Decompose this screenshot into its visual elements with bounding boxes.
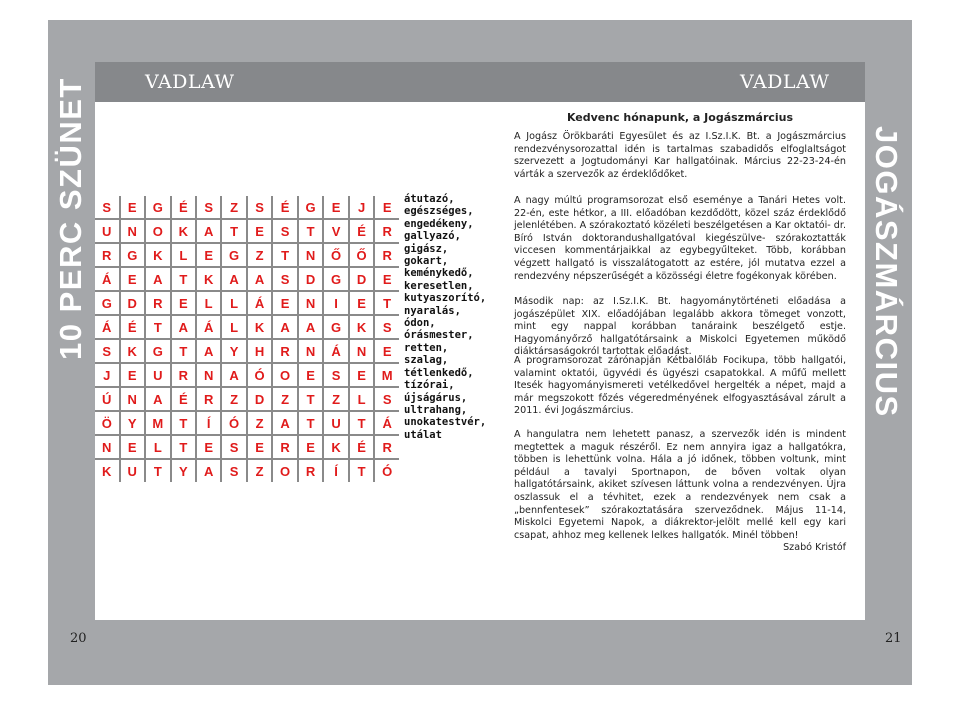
grid-cell: N	[298, 243, 324, 267]
right-page-number: 21	[885, 631, 902, 646]
grid-cell: A	[171, 315, 196, 339]
grid-cell: E	[196, 243, 221, 267]
grid-cell: S	[272, 219, 298, 243]
grid-cell: E	[120, 267, 146, 291]
grid-cell: Í	[196, 411, 221, 435]
word-list-item: ódon,	[404, 317, 436, 330]
grid-cell: R	[171, 363, 196, 387]
grid-cell: É	[171, 196, 196, 219]
grid-cell: Y	[221, 339, 247, 363]
article-paragraph: A programsorozat zárónapján Kétbalőláb Focikupa, több hallgatói, valamint oktatói, ügyvédi és ügyészi csapatokkal. A műfű mellett Itesék hagyományismereti vetélkedővel hergelték a népet, majd a már megszokott főzés végeredményének elfogyasztásával zárult a 2011. évi Jogászmárcius.	[514, 355, 846, 417]
grid-cell: A	[221, 267, 247, 291]
grid-cell: E	[196, 435, 221, 459]
grid-cell: Z	[247, 459, 273, 482]
grid-cell: Á	[95, 267, 120, 291]
article-author: Szabó Kristóf	[783, 542, 846, 553]
grid-cell: Á	[95, 315, 120, 339]
grid-cell: Z	[247, 411, 273, 435]
grid-row	[95, 315, 399, 339]
grid-cell: N	[120, 387, 146, 411]
grid-cell: A	[272, 315, 298, 339]
grid-cell: S	[221, 459, 247, 482]
grid-cell: N	[196, 363, 221, 387]
grid-cell: T	[298, 387, 324, 411]
grid-cell: Ő	[349, 243, 375, 267]
left-header-title: VADLAW	[145, 71, 235, 93]
grid-cell: G	[145, 196, 171, 219]
grid-cell: L	[196, 291, 221, 315]
grid-cell: S	[221, 435, 247, 459]
grid-cell: É	[120, 315, 146, 339]
grid-cell: Y	[171, 459, 196, 482]
grid-cell: S	[323, 363, 349, 387]
word-list-item: kutyaszorító,	[404, 292, 487, 305]
grid-cell: A	[272, 411, 298, 435]
grid-cell: O	[145, 219, 171, 243]
grid-cell: Ó	[221, 411, 247, 435]
grid-cell: G	[323, 267, 349, 291]
word-list-item: keresetlen,	[404, 279, 474, 292]
grid-cell: Á	[323, 339, 349, 363]
grid-cell: T	[374, 291, 399, 315]
grid-cell: S	[95, 196, 120, 219]
word-list-item: engedékeny,	[404, 217, 474, 230]
grid-cell: Á	[247, 291, 273, 315]
grid-cell: S	[374, 315, 399, 339]
grid-cell: T	[221, 219, 247, 243]
left-top-band	[95, 20, 481, 62]
grid-cell: T	[171, 267, 196, 291]
grid-cell: Í	[323, 459, 349, 482]
grid-cell: G	[298, 196, 324, 219]
grid-cell: D	[120, 291, 146, 315]
right-header-band	[481, 62, 865, 102]
word-search-grid	[95, 196, 399, 482]
right-side-title: JOGÁSZMÁRCIUS	[869, 126, 904, 418]
article-paragraph: A Jogász Örökbaráti Egyesület és az I.Sz.I.K. Bt. a Jogászmárcius rendezvénysorozattal idén is tartalmas szabadidős elfoglaltságot szervezett a Jogtudományi Kar hallgatóinak. Március 22-23-24-én várták a szervezők az érdeklődőket.	[514, 131, 846, 180]
grid-cell: L	[171, 243, 196, 267]
grid-row	[95, 291, 399, 315]
grid-cell: É	[272, 196, 298, 219]
grid-row	[95, 435, 399, 459]
grid-cell: E	[120, 363, 146, 387]
left-bottom-band	[95, 658, 481, 685]
grid-cell: A	[196, 459, 221, 482]
word-list-item: tízórai,	[404, 379, 455, 392]
grid-cell: E	[349, 291, 375, 315]
grid-cell: E	[120, 435, 146, 459]
grid-cell: E	[247, 435, 273, 459]
grid-row	[95, 267, 399, 291]
grid-cell: M	[374, 363, 399, 387]
grid-cell: K	[349, 315, 375, 339]
grid-cell: N	[298, 339, 324, 363]
grid-row	[95, 219, 399, 243]
grid-cell: U	[323, 411, 349, 435]
word-list-item: újságárus,	[404, 391, 468, 404]
grid-cell: T	[171, 435, 196, 459]
article-title: Kedvenc hónapunk, a Jogászmárcius	[566, 111, 794, 124]
grid-cell: J	[95, 363, 120, 387]
grid-cell: N	[298, 291, 324, 315]
word-list-item: nyaralás,	[404, 304, 461, 317]
grid-cell: É	[349, 435, 375, 459]
grid-cell: A	[247, 267, 273, 291]
grid-cell: L	[221, 315, 247, 339]
grid-cell: G	[145, 339, 171, 363]
grid-row	[95, 459, 399, 482]
grid-cell: R	[95, 243, 120, 267]
word-list-item: retten,	[404, 341, 449, 354]
grid-cell: A	[145, 267, 171, 291]
grid-cell: E	[171, 291, 196, 315]
grid-cell: Ó	[247, 363, 273, 387]
left-footer-band	[95, 620, 481, 658]
grid-cell: N	[120, 219, 146, 243]
grid-cell: G	[95, 291, 120, 315]
grid-cell: O	[272, 459, 298, 482]
grid-cell: R	[374, 219, 399, 243]
grid-cell: A	[196, 339, 221, 363]
grid-cell: T	[145, 315, 171, 339]
grid-row	[95, 363, 399, 387]
grid-cell: R	[298, 459, 324, 482]
grid-cell: T	[171, 411, 196, 435]
grid-cell: G	[120, 243, 146, 267]
word-list-item: átutazó,	[404, 193, 455, 205]
grid-cell: S	[272, 267, 298, 291]
grid-cell: E	[120, 196, 146, 219]
grid-cell: E	[247, 219, 273, 243]
grid-cell: Á	[374, 411, 399, 435]
grid-cell: Ó	[382, 463, 393, 479]
grid-cell: Y	[120, 411, 146, 435]
grid-cell: R	[374, 243, 399, 267]
grid-cell: L	[221, 291, 247, 315]
grid-cell: I	[323, 291, 349, 315]
left-header-band	[95, 62, 481, 102]
grid-cell: D	[298, 267, 324, 291]
left-page-number: 20	[70, 631, 87, 646]
grid-cell: Ő	[323, 243, 349, 267]
grid-cell: A	[145, 387, 171, 411]
grid-cell: T	[298, 411, 324, 435]
grid-cell: E	[298, 363, 324, 387]
article-paragraph: A nagy múltú programsorozat első eseménye a Tanári Hetes volt. 22-én, este hétkor, a III. előadóban kezdődött, közel száz érdeklődő jelenlétében. A szórakoztató közéleti beszélgetésen a Kar oktatói- dr. Bíró István doktorandushallgatóval kiegészülve- szórakoztatták viccesen kommentárjaikkal az egybegyűlteket. Több, korábban végzett hallgató is visszalátogatott az estére, jól mutatva ezzel a rendezvény népszerűségét a közösségi életre fogékonyak körében.	[514, 195, 846, 282]
grid-cell: L	[349, 387, 375, 411]
grid-cell: Z	[272, 387, 298, 411]
grid-cell: N	[349, 339, 375, 363]
grid-cell: E	[272, 291, 298, 315]
grid-row	[95, 243, 399, 267]
grid-cell: R	[196, 387, 221, 411]
grid-cell: K	[323, 435, 349, 459]
grid-cell: G	[221, 243, 247, 267]
word-list-item: keménykedő,	[404, 267, 474, 280]
grid-cell: Ú	[95, 387, 120, 411]
grid-row	[95, 387, 399, 411]
grid-cell: Á	[196, 315, 221, 339]
grid-cell: K	[120, 339, 146, 363]
word-list-item: egészséges,	[404, 205, 474, 218]
word-list-item: unokatestvér,	[404, 416, 487, 429]
grid-cell: H	[247, 339, 273, 363]
grid-cell: R	[272, 339, 298, 363]
right-header-title: VADLAW	[740, 71, 830, 93]
grid-cell: D	[349, 267, 375, 291]
grid-cell: A	[298, 315, 324, 339]
grid-cell: R	[272, 435, 298, 459]
grid-cell: T	[349, 411, 375, 435]
grid-cell: K	[196, 267, 221, 291]
grid-cell: K	[95, 459, 120, 482]
word-list	[404, 193, 486, 441]
grid-cell: K	[171, 219, 196, 243]
grid-cell: E	[374, 196, 399, 219]
word-list-item: gigász,	[404, 242, 449, 255]
grid-cell: E	[349, 363, 375, 387]
right-bottom-band	[481, 658, 865, 685]
grid-cell: O	[272, 363, 298, 387]
word-list-item: szalag,	[404, 354, 449, 367]
grid-cell: É	[171, 387, 196, 411]
grid-cell: E	[374, 267, 399, 291]
grid-cell: É	[349, 219, 375, 243]
grid-cell: J	[349, 196, 375, 219]
grid-cell: T	[145, 459, 171, 482]
grid-row	[95, 196, 399, 219]
grid-cell: S	[196, 196, 221, 219]
grid-cell: A	[196, 219, 221, 243]
grid-cell: D	[247, 387, 273, 411]
grid-cell: T	[349, 459, 375, 482]
grid-cell: Z	[323, 387, 349, 411]
grid-row	[95, 339, 399, 363]
grid-cell: E	[374, 339, 399, 363]
word-list-item: tétlenkedő,	[404, 366, 474, 379]
grid-cell: U	[95, 219, 120, 243]
grid-cell: S	[95, 339, 120, 363]
grid-cell: E	[298, 435, 324, 459]
grid-cell: L	[145, 435, 171, 459]
grid-cell: M	[145, 411, 171, 435]
grid-cell: E	[323, 196, 349, 219]
grid-cell: T	[171, 339, 196, 363]
grid-cell: G	[323, 315, 349, 339]
grid-cell: S	[374, 387, 399, 411]
grid-cell: Z	[221, 196, 247, 219]
grid-cell: A	[221, 363, 247, 387]
article-paragraph: Második nap: az I.Sz.I.K. Bt. hagyománytörténeti előadása a jogászépület XIX. előadójában legalább akkora tömeget vonzott, mint egy nappal korábban tanáraink beszélgető estje. Hagyományőrző hallgatótársaink a Miskolci Egyetemen működő diáktársaságokról tartottak előadást.	[514, 296, 846, 358]
right-top-band	[481, 20, 865, 62]
grid-cell: T	[298, 219, 324, 243]
word-list-item: órásmester,	[404, 329, 474, 342]
grid-cell: R	[145, 291, 171, 315]
right-footer-band	[481, 620, 865, 658]
word-list-item: gokart,	[404, 255, 449, 268]
grid-cell: T	[272, 243, 298, 267]
grid-cell: Z	[221, 387, 247, 411]
article-paragraph: A hangulatra nem lehetett panasz, a szervezők idén is mindent megtettek a maguk részéről. Ez nem annyira igaz a hallgatókra, többen is lehettünk volna. Hála a jó időnek, többen voltunk, mint például a tavalyi Sportnapon, de bőven voltak olyan hallgatótársaink, akiket szívesen láttunk volna a rendezvényen. Újra oszlassuk el a tévhitet, ezek a rendezvények nem csak a „bennfentesek” szórakoztatására szerveződnek. Május 11-14, Miskolci Egyetemi Napok, a diákrektor-jelölt mellé kell egy kari csapat, ahhoz meg kellenek lelkes hallgatók. Minél többen!	[514, 429, 846, 541]
grid-cell: N	[95, 435, 120, 459]
grid-cell: Z	[247, 243, 273, 267]
word-list-item: ultrahang,	[404, 403, 468, 416]
left-side-title: 10 PERC SZÜNET	[53, 77, 88, 360]
grid-cell: R	[374, 435, 399, 459]
grid-cell: V	[323, 219, 349, 243]
grid-cell: U	[120, 459, 146, 482]
grid-row	[95, 411, 399, 435]
grid-cell: U	[145, 363, 171, 387]
grid-cell: K	[145, 243, 171, 267]
grid-cell: Ö	[95, 411, 120, 435]
word-list-item: utálat	[404, 428, 442, 441]
word-list-item: gallyazó,	[404, 230, 461, 243]
grid-cell: K	[247, 315, 273, 339]
grid-cell: S	[247, 196, 273, 219]
